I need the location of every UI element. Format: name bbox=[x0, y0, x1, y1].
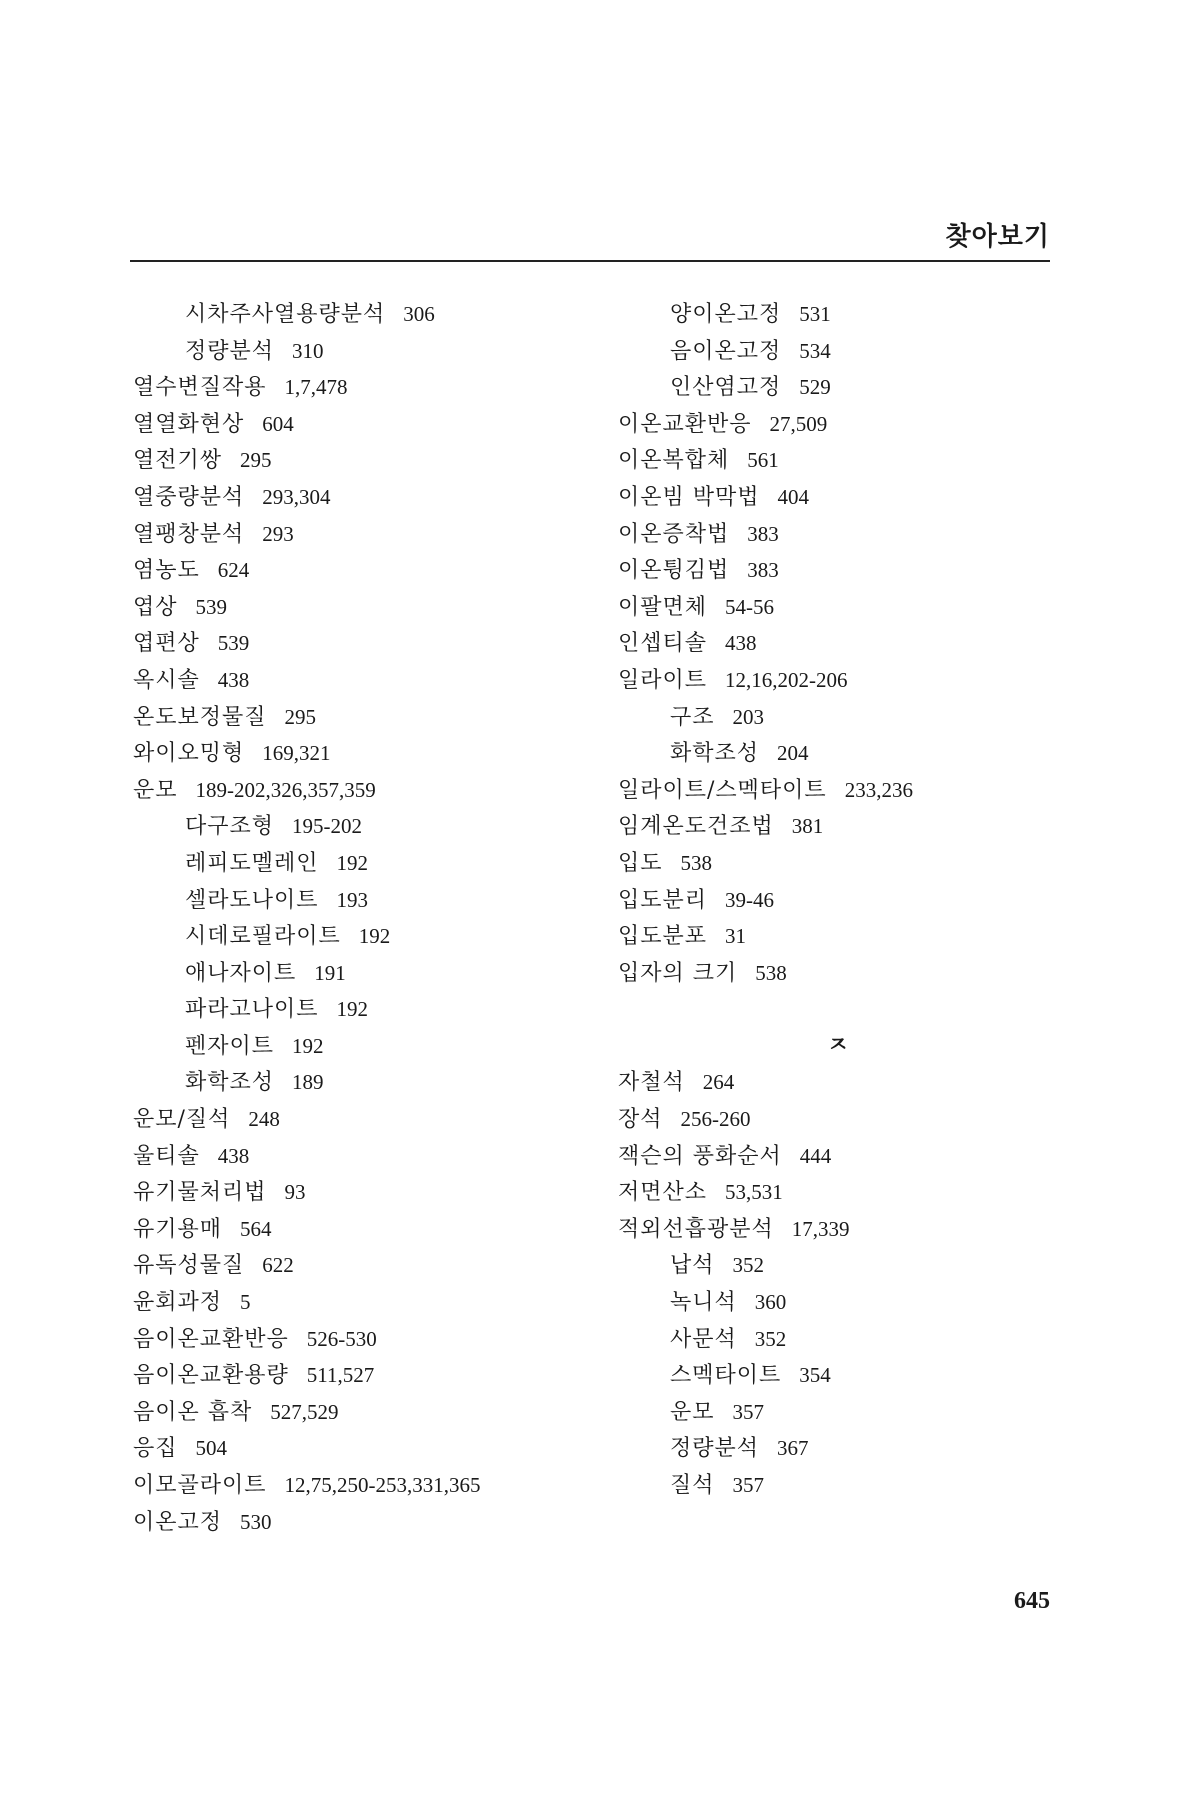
index-pages: 354 bbox=[799, 1363, 831, 1388]
index-term: 화학조성 bbox=[185, 1070, 275, 1096]
index-entry bbox=[618, 1174, 1058, 1211]
index-pages: 293,304 bbox=[262, 484, 331, 509]
index-term: 이온튕김법 bbox=[618, 558, 730, 584]
index-entry bbox=[133, 1321, 603, 1358]
index-term: 온도보정물질 bbox=[133, 704, 267, 730]
index-term: 유독성물질 bbox=[133, 1253, 245, 1279]
index-entry bbox=[618, 1138, 1058, 1175]
index-pages: 192 bbox=[336, 850, 369, 875]
index-subentry bbox=[618, 1321, 1058, 1358]
index-term: 이온고정 bbox=[133, 1509, 223, 1535]
index-term: 펜자이트 bbox=[185, 1033, 275, 1059]
index-entry bbox=[133, 369, 603, 406]
index-pages: 93 bbox=[284, 1180, 306, 1205]
index-pages: 526-530 bbox=[306, 1326, 377, 1351]
index-column-right bbox=[618, 296, 1058, 1504]
spacer bbox=[618, 991, 1058, 1028]
index-entry bbox=[133, 1430, 603, 1467]
index-subentry bbox=[133, 808, 603, 845]
index-term: 열수변질작용 bbox=[133, 375, 267, 401]
index-subentry bbox=[618, 735, 1058, 772]
index-subentry bbox=[133, 918, 603, 955]
index-entry bbox=[133, 1101, 603, 1138]
index-pages: 383 bbox=[747, 521, 779, 546]
index-term: 녹니석 bbox=[670, 1290, 737, 1316]
index-pages: 5 bbox=[240, 1290, 251, 1315]
index-pages: 504 bbox=[195, 1436, 228, 1461]
index-pages: 352 bbox=[754, 1326, 787, 1351]
index-term: 응집 bbox=[133, 1436, 178, 1462]
index-pages: 360 bbox=[754, 1290, 787, 1315]
index-pages: 189-202,326,357,359 bbox=[195, 777, 376, 802]
index-pages: 564 bbox=[240, 1216, 272, 1241]
index-pages: 189 bbox=[292, 1070, 324, 1095]
index-pages: 529 bbox=[799, 375, 831, 400]
index-term: 다구조형 bbox=[185, 814, 275, 840]
index-entry bbox=[133, 625, 603, 662]
index-pages: 352 bbox=[732, 1253, 765, 1278]
index-subentry bbox=[618, 1467, 1058, 1504]
index-term: 입도분포 bbox=[618, 924, 708, 950]
index-pages: 539 bbox=[217, 631, 250, 656]
index-term: 운모 bbox=[670, 1399, 715, 1425]
index-term: 이온교환반응 bbox=[618, 411, 752, 437]
index-entry bbox=[133, 1467, 603, 1504]
index-pages: 295 bbox=[284, 704, 317, 729]
index-subentry bbox=[618, 1394, 1058, 1431]
index-subentry bbox=[133, 296, 603, 333]
index-pages: 17,339 bbox=[791, 1216, 850, 1241]
index-term: 정량분석 bbox=[185, 338, 275, 364]
index-subentry bbox=[133, 991, 603, 1028]
index-pages: 248 bbox=[248, 1107, 280, 1132]
index-entry bbox=[618, 1211, 1058, 1248]
index-term: 운모 bbox=[133, 777, 178, 803]
index-pages: 195-202 bbox=[292, 814, 363, 839]
index-term: 음이온교환용량 bbox=[133, 1363, 289, 1389]
index-term: 파라고나이트 bbox=[185, 997, 319, 1023]
index-term: 입도 bbox=[618, 850, 663, 876]
index-pages: 561 bbox=[747, 448, 779, 473]
index-term: 일라이트/스멕타이트 bbox=[618, 777, 827, 803]
index-entry bbox=[618, 552, 1058, 589]
index-pages: 444 bbox=[799, 1143, 832, 1168]
index-entry bbox=[133, 1394, 603, 1431]
index-term: 음이온고정 bbox=[670, 338, 782, 364]
index-pages: 193 bbox=[336, 887, 369, 912]
index-subentry bbox=[618, 296, 1058, 333]
index-pages: 306 bbox=[403, 302, 435, 326]
page-number: 645 bbox=[1014, 1588, 1050, 1614]
index-term: 구조 bbox=[670, 704, 715, 730]
index-pages: 203 bbox=[732, 704, 765, 729]
index-pages: 539 bbox=[195, 594, 228, 619]
index-entry bbox=[618, 442, 1058, 479]
index-term: 레피도멜레인 bbox=[185, 850, 319, 876]
index-subentry bbox=[618, 1357, 1058, 1394]
index-entry bbox=[618, 918, 1058, 955]
index-term: 열전기쌍 bbox=[133, 448, 223, 474]
index-pages: 204 bbox=[777, 741, 809, 766]
index-entry bbox=[133, 1247, 603, 1284]
index-term: 울티솔 bbox=[133, 1143, 200, 1169]
index-pages: 511,527 bbox=[306, 1363, 375, 1388]
index-term: 이온증착법 bbox=[618, 521, 730, 547]
index-pages: 39-46 bbox=[725, 887, 775, 912]
index-pages: 438 bbox=[725, 631, 757, 656]
index-pages: 1,7,478 bbox=[284, 375, 348, 400]
index-pages: 367 bbox=[777, 1436, 809, 1461]
index-entry bbox=[133, 516, 603, 553]
index-subentry bbox=[618, 1430, 1058, 1467]
index-pages: 256-260 bbox=[680, 1107, 751, 1132]
index-entry bbox=[618, 882, 1058, 919]
index-pages: 383 bbox=[747, 558, 779, 583]
index-pages: 53,531 bbox=[725, 1180, 783, 1205]
index-entry bbox=[133, 1211, 603, 1248]
index-term: 정량분석 bbox=[670, 1436, 760, 1462]
index-term: 일라이트 bbox=[618, 667, 708, 693]
index-pages: 622 bbox=[262, 1253, 294, 1278]
index-term: 입자의 크기 bbox=[618, 960, 738, 986]
index-term: 옥시솔 bbox=[133, 667, 200, 693]
index-pages: 12,75,250-253,331,365 bbox=[284, 1473, 481, 1497]
index-term: 납석 bbox=[670, 1253, 715, 1279]
index-subentry bbox=[133, 333, 603, 370]
index-term: 윤회과정 bbox=[133, 1290, 223, 1316]
index-pages: 527,529 bbox=[270, 1399, 339, 1424]
index-entry bbox=[618, 589, 1058, 626]
index-pages: 192 bbox=[292, 1033, 324, 1058]
index-entry bbox=[618, 955, 1058, 992]
running-head: 찾아보기 bbox=[945, 222, 1050, 252]
index-pages: 295 bbox=[240, 448, 272, 473]
index-pages: 192 bbox=[358, 924, 391, 949]
index-pages: 31 bbox=[725, 924, 747, 949]
index-subentry bbox=[618, 369, 1058, 406]
index-term: 화학조성 bbox=[670, 741, 760, 767]
index-term: 이모골라이트 bbox=[133, 1473, 267, 1498]
index-term: 열중량분석 bbox=[133, 484, 245, 510]
index-term: 사문석 bbox=[670, 1326, 737, 1352]
index-pages: 27,509 bbox=[769, 411, 828, 436]
index-pages: 233,236 bbox=[844, 777, 913, 802]
index-pages: 438 bbox=[217, 667, 250, 692]
index-subentry bbox=[133, 1028, 603, 1065]
index-pages: 538 bbox=[680, 850, 713, 875]
index-pages: 534 bbox=[799, 338, 831, 363]
index-pages: 12,16,202-206 bbox=[725, 667, 848, 692]
index-subentry bbox=[618, 699, 1058, 736]
index-subentry bbox=[133, 882, 603, 919]
index-pages: 192 bbox=[336, 997, 369, 1022]
index-term: 유기용매 bbox=[133, 1216, 223, 1242]
index-pages: 538 bbox=[755, 960, 787, 985]
index-term: 적외선흡광분석 bbox=[618, 1216, 774, 1242]
index-entry bbox=[133, 479, 603, 516]
index-entry bbox=[618, 479, 1058, 516]
index-subentry bbox=[133, 845, 603, 882]
index-entry bbox=[133, 735, 603, 772]
section-heading: ㅈ bbox=[827, 1032, 849, 1058]
index-term: 장석 bbox=[618, 1107, 663, 1133]
index-pages: 530 bbox=[240, 1509, 272, 1534]
index-entry bbox=[133, 772, 603, 809]
index-term: 음이온 흡착 bbox=[133, 1399, 253, 1425]
index-entry bbox=[133, 1284, 603, 1321]
index-term: 염농도 bbox=[133, 558, 200, 584]
index-subentry bbox=[133, 955, 603, 992]
index-term: 시차주사열용량분석 bbox=[185, 302, 386, 327]
index-term: 열팽창분석 bbox=[133, 521, 245, 547]
index-term: 인산염고정 bbox=[670, 375, 782, 401]
index-term: 이온복합체 bbox=[618, 448, 730, 474]
index-entry bbox=[133, 589, 603, 626]
index-term: 유기물처리법 bbox=[133, 1180, 267, 1206]
index-entry bbox=[618, 406, 1058, 443]
index-entry bbox=[133, 406, 603, 443]
index-term: 운모/질석 bbox=[133, 1107, 231, 1133]
index-term: 열열화현상 bbox=[133, 411, 245, 437]
index-entry bbox=[618, 1101, 1058, 1138]
index-column-left bbox=[133, 296, 603, 1540]
index-term: 양이온고정 bbox=[670, 302, 782, 327]
index-entry bbox=[133, 1138, 603, 1175]
index-pages: 381 bbox=[791, 814, 824, 839]
index-term: 입도분리 bbox=[618, 887, 708, 913]
index-term: 와이오밍형 bbox=[133, 741, 245, 767]
index-entry bbox=[618, 1064, 1058, 1101]
index-entry bbox=[618, 625, 1058, 662]
index-term: 저면산소 bbox=[618, 1180, 708, 1206]
index-pages: 310 bbox=[292, 338, 324, 363]
index-term: 셀라도나이트 bbox=[185, 887, 319, 913]
index-term: 인셉티솔 bbox=[618, 631, 708, 657]
index-subentry bbox=[618, 333, 1058, 370]
index-entry bbox=[618, 516, 1058, 553]
index-pages: 404 bbox=[777, 484, 810, 509]
index-term: 스멕타이트 bbox=[670, 1363, 782, 1389]
index-entry bbox=[133, 552, 603, 589]
index-term: 이팔면체 bbox=[618, 594, 708, 620]
index-entry bbox=[618, 808, 1058, 845]
index-entry bbox=[133, 1357, 603, 1394]
index-term: 자철석 bbox=[618, 1070, 685, 1096]
index-term: 잭슨의 풍화순서 bbox=[618, 1143, 782, 1169]
index-pages: 264 bbox=[702, 1070, 735, 1095]
index-pages: 531 bbox=[799, 302, 831, 326]
index-entry bbox=[618, 662, 1058, 699]
index-pages: 624 bbox=[217, 558, 250, 583]
index-term: 엽편상 bbox=[133, 631, 200, 657]
index-pages: 357 bbox=[732, 1399, 765, 1424]
index-pages: 191 bbox=[314, 960, 346, 985]
index-entry bbox=[133, 699, 603, 736]
index-term: 시데로필라이트 bbox=[185, 924, 341, 950]
index-pages: 169,321 bbox=[262, 741, 331, 766]
index-pages: 604 bbox=[262, 411, 294, 436]
index-pages: 293 bbox=[262, 521, 294, 546]
index-entry bbox=[133, 1504, 603, 1541]
index-subentry bbox=[133, 1064, 603, 1101]
index-pages: 357 bbox=[732, 1473, 765, 1497]
index-term: 이온빔 박막법 bbox=[618, 484, 760, 510]
index-entry bbox=[133, 662, 603, 699]
index-term: 애나자이트 bbox=[185, 960, 297, 986]
header-rule bbox=[130, 260, 1050, 262]
index-entry bbox=[618, 845, 1058, 882]
index-pages: 438 bbox=[217, 1143, 250, 1168]
index-entry bbox=[133, 1174, 603, 1211]
index-term: 음이온교환반응 bbox=[133, 1326, 289, 1352]
index-subentry bbox=[618, 1247, 1058, 1284]
index-term: 임계온도건조법 bbox=[618, 814, 774, 840]
index-term: 엽상 bbox=[133, 594, 178, 620]
index-pages: 54-56 bbox=[725, 594, 775, 619]
index-term: 질석 bbox=[670, 1473, 715, 1498]
index-entry bbox=[133, 442, 603, 479]
index-subentry bbox=[618, 1284, 1058, 1321]
index-entry bbox=[618, 772, 1058, 809]
